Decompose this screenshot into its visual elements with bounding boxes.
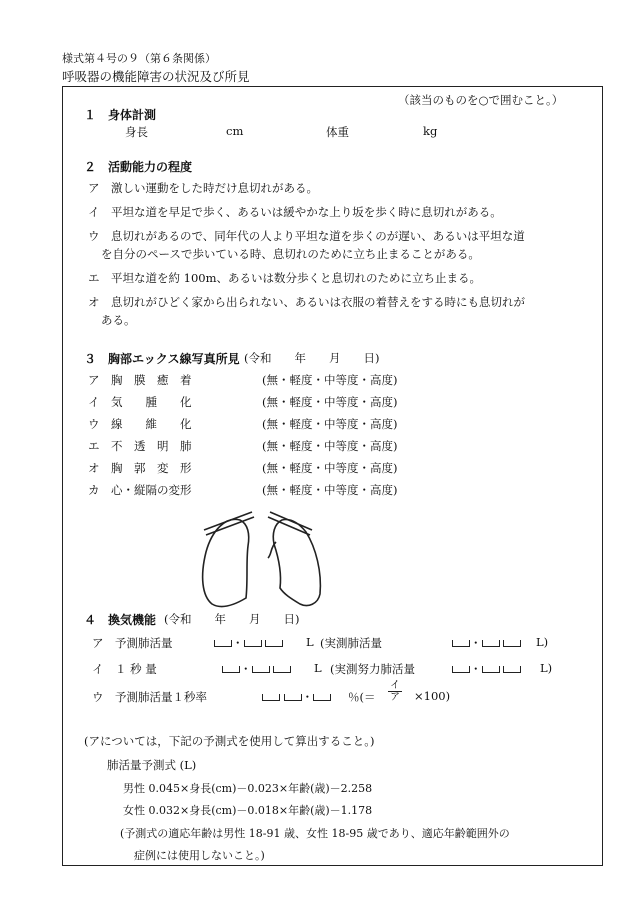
activity-o-line1: オ 息切れがひどく家から出られない、あるいは衣服の着替えをする時にも息切れが bbox=[88, 295, 525, 309]
xray-item: ウ 線 維 化 bbox=[88, 417, 192, 431]
xray-date: (令和 年 月 日) bbox=[244, 351, 380, 365]
predicted-vc-label: ア 予測肺活量 bbox=[92, 636, 173, 650]
fev1-unit: L bbox=[314, 661, 322, 675]
section-4-heading: ４ 換気機能 bbox=[84, 613, 157, 627]
formula-title: 肺活量予測式 (L) bbox=[107, 758, 197, 772]
section-3-heading: ３ 胸部エックス線写真所見 bbox=[84, 352, 240, 366]
activity-u-line1: ウ 息切れがあるので、同年代の人より平坦な道を歩くのが遅い、あるいは平坦な道 bbox=[88, 229, 525, 243]
weight-label: 体重 bbox=[326, 125, 349, 139]
measured-fvc-boxes: ・ bbox=[452, 661, 521, 677]
ventilation-date: (令和 年 月 日) bbox=[164, 612, 300, 626]
activity-a: ア 激しい運動をした時だけ息切れがある。 bbox=[88, 181, 318, 195]
formula-note-line1: (予測式の適応年齢は男性 18-91 歳、女性 18-95 歳であり、適応年齢範囲外の bbox=[120, 827, 510, 840]
xray-scale: (無・軽度・中等度・高度) bbox=[262, 483, 398, 497]
fev1-boxes: ・ bbox=[222, 661, 291, 677]
formula-note-line2: 症例には使用しないこと。) bbox=[134, 849, 265, 862]
formula-female: 女性 0.032×身長(cm)－0.018×年齢(歳)－1.178 bbox=[123, 804, 373, 817]
section-2-heading: ２ 活動能力の程度 bbox=[84, 160, 193, 174]
xray-scale: (無・軽度・中等度・高度) bbox=[262, 373, 398, 387]
activity-e: エ 平坦な道を約 100m、あるいは数分歩くと息切れのために立ち止まる。 bbox=[88, 271, 482, 285]
fev1-label: イ １ 秒 量 bbox=[92, 662, 157, 676]
xray-item: イ 気 腫 化 bbox=[88, 395, 192, 409]
form-number: 様式第４号の９（第６条関係） bbox=[62, 52, 216, 65]
measured-vc-boxes: ・ bbox=[452, 635, 521, 651]
xray-scale: (無・軽度・中等度・高度) bbox=[262, 461, 398, 475]
section-1-heading: １ 身体計測 bbox=[84, 108, 157, 122]
xray-item: ア 胸 膜 癒 着 bbox=[88, 373, 192, 387]
measured-vc-label: (実測肺活量 bbox=[320, 636, 382, 650]
measured-fvc-label: (実測努力肺活量 bbox=[330, 662, 415, 676]
form-frame bbox=[62, 86, 603, 866]
ratio-multiplier: ×100) bbox=[414, 689, 451, 703]
predicted-vc-boxes: ・ bbox=[214, 635, 283, 651]
predicted-vc-unit: L bbox=[306, 635, 314, 649]
xray-item: オ 胸 郭 変 形 bbox=[88, 461, 192, 475]
height-label: 身長 bbox=[125, 125, 148, 139]
fev1-percent-unit: ％(＝ bbox=[348, 690, 376, 704]
fev1-percent-label: ウ 予測肺活量１秒率 bbox=[92, 690, 207, 704]
form-title: 呼吸器の機能障害の状況及び所見 bbox=[62, 69, 250, 84]
xray-scale: (無・軽度・中等度・高度) bbox=[262, 439, 398, 453]
activity-o-line2: ある。 bbox=[101, 313, 136, 327]
ratio-fraction: イ ア bbox=[390, 680, 400, 703]
lung-diagram bbox=[190, 500, 340, 615]
instruction-note: （該当のものを○で囲むこと。） bbox=[398, 93, 564, 107]
height-unit: cm bbox=[226, 124, 244, 138]
fev1-percent-boxes: ・ bbox=[262, 689, 331, 705]
xray-scale: (無・軽度・中等度・高度) bbox=[262, 395, 398, 409]
measured-vc-unit: L) bbox=[536, 635, 549, 649]
weight-unit: kg bbox=[423, 124, 438, 138]
formula-instruction: (アについては，下記の予測式を使用して算出すること。) bbox=[84, 734, 375, 748]
xray-scale: (無・軽度・中等度・高度) bbox=[262, 417, 398, 431]
measured-fvc-unit: L) bbox=[540, 661, 553, 675]
formula-male: 男性 0.045×身長(cm)－0.023×年齢(歳)－2.258 bbox=[123, 782, 373, 795]
activity-i: イ 平坦な道を早足で歩く、あるいは緩やかな上り坂を歩く時に息切れがある。 bbox=[88, 205, 502, 219]
xray-item: エ 不 透 明 肺 bbox=[88, 439, 192, 453]
activity-u-line2: を自分のペースで歩いている時、息切れのために立ち止まることがある。 bbox=[101, 247, 480, 261]
xray-item: カ 心・縦隔の変形 bbox=[88, 483, 192, 497]
